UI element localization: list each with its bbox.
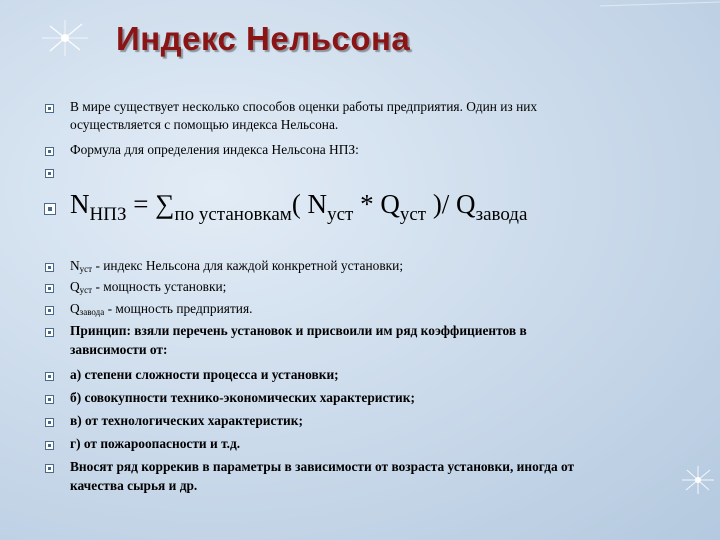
- principle-item-a: а) степени сложности процесса и установки;: [70, 367, 339, 382]
- bullet-icon: [45, 147, 54, 156]
- bullet-icon: [45, 372, 54, 381]
- bullet-icon: [45, 328, 54, 337]
- principle-note-line-2: качества сырья и др.: [70, 478, 198, 493]
- intro-line-1: В мире существует несколько способов оценки работы предприятия. Один из них: [70, 99, 538, 114]
- bullet-icon: [45, 418, 54, 427]
- sparkle-icon: [40, 18, 90, 58]
- slide-title: Индекс Нельсона: [116, 20, 411, 57]
- principle-line-1: Принцип: взяли перечень установок и присвоили им ряд коэффициентов в: [70, 323, 527, 338]
- sparkle-icon: [680, 465, 716, 495]
- bullet-icon: [44, 203, 56, 215]
- def-nust: $N_{уст}$ - индекс Нельсона для каждой конкретной установки;: [70, 258, 404, 274]
- bullet-icon: [45, 263, 54, 272]
- sparkle-icon: [600, 0, 720, 30]
- def-qzavoda: $Q_{завода}$ - мощность предприятия.: [70, 301, 253, 317]
- bullet-icon: [45, 441, 54, 450]
- bullet-icon: [45, 169, 54, 178]
- nelson-formula: $N_{НПЗ} = \sum_{по установкам}$( $N_{уст} * Q_{уст}$ )/ $Q_{завода}$: [70, 189, 528, 225]
- principle-item-d: г) от пожароопасности и т.д.: [70, 436, 241, 451]
- bullet-icon: [45, 395, 54, 404]
- intro-line-3: Формула для определения индекса Нельсона НПЗ:: [70, 142, 359, 157]
- bullet-icon: [45, 464, 54, 473]
- principle-item-c: в) от технологических характеристик;: [70, 413, 303, 428]
- def-qust: $Q_{уст}$ - мощность установки;: [70, 279, 227, 295]
- intro-line-2: осуществляется с помощью индекса Нельсона.: [70, 117, 339, 132]
- bullet-icon: [45, 284, 54, 293]
- principle-note-line-1: Вносят ряд коррекив в параметры в зависимости от возраста установки, иногда от: [70, 459, 575, 474]
- principle-item-b: б) совокупности технико-экономических характеристик;: [70, 390, 415, 405]
- bullet-icon: [45, 104, 54, 113]
- principle-line-2: зависимости от:: [70, 342, 168, 357]
- bullet-icon: [45, 306, 54, 315]
